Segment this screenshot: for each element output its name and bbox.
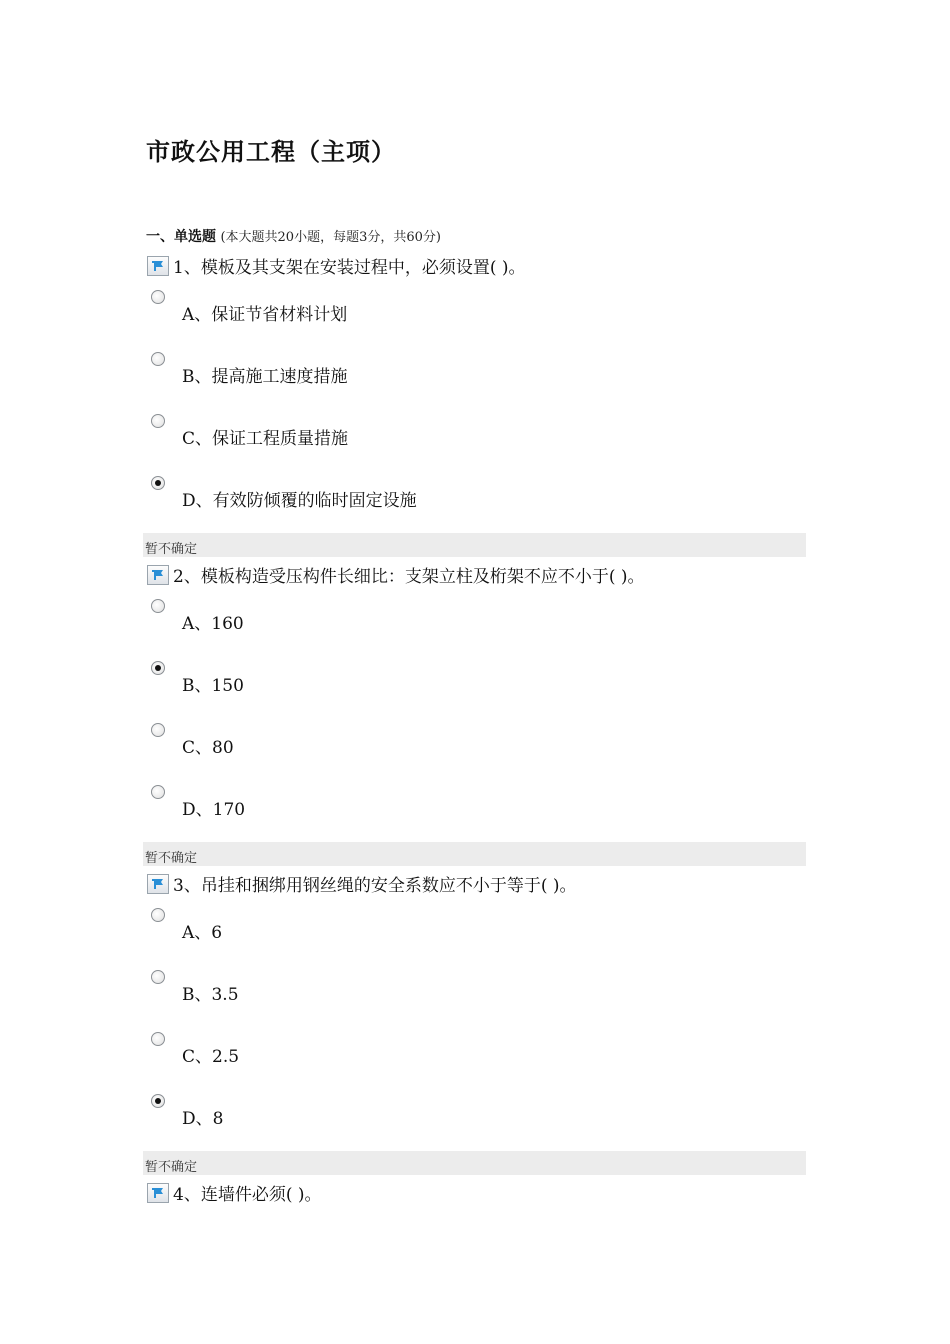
radio-button[interactable] bbox=[151, 599, 165, 613]
section-description: (本大题共20小题，每题3分，共60分) bbox=[220, 230, 441, 245]
question-text: 3、吊挂和捆绑用钢丝绳的安全系数应不小于等于( )。 bbox=[173, 876, 577, 896]
option-a[interactable] bbox=[147, 282, 807, 344]
radio-button-selected[interactable] bbox=[151, 661, 165, 675]
question-2 bbox=[147, 565, 807, 839]
flag-icon[interactable] bbox=[147, 874, 169, 894]
page-title: 市政公用工程（主项） bbox=[146, 138, 396, 166]
radio-button[interactable] bbox=[151, 414, 165, 428]
option-label: A、保证节省材料计划 bbox=[182, 305, 348, 325]
option-label: A、6 bbox=[182, 923, 223, 943]
unsure-toggle[interactable] bbox=[143, 533, 806, 557]
unsure-toggle[interactable] bbox=[143, 1151, 806, 1175]
unsure-toggle[interactable] bbox=[143, 842, 806, 866]
option-b[interactable] bbox=[147, 962, 807, 1024]
unsure-label: 暂不确定 bbox=[145, 542, 198, 557]
radio-button[interactable] bbox=[151, 908, 165, 922]
option-a[interactable] bbox=[147, 900, 807, 962]
unsure-label: 暂不确定 bbox=[145, 1160, 198, 1175]
option-label: D、有效防倾覆的临时固定设施 bbox=[182, 491, 417, 511]
option-d[interactable] bbox=[147, 468, 807, 530]
radio-button[interactable] bbox=[151, 723, 165, 737]
radio-button[interactable] bbox=[151, 290, 165, 304]
question-1 bbox=[147, 256, 807, 530]
option-label: C、80 bbox=[182, 738, 234, 758]
radio-button[interactable] bbox=[151, 970, 165, 984]
unsure-label: 暂不确定 bbox=[145, 851, 198, 866]
question-text: 2、模板构造受压构件长细比：支架立柱及桁架不应不小于( )。 bbox=[173, 567, 645, 587]
option-c[interactable] bbox=[147, 406, 807, 468]
option-a[interactable] bbox=[147, 591, 807, 653]
option-c[interactable] bbox=[147, 715, 807, 777]
radio-button-selected[interactable] bbox=[151, 476, 165, 490]
option-c[interactable] bbox=[147, 1024, 807, 1086]
flag-icon[interactable] bbox=[147, 256, 169, 276]
flag-icon[interactable] bbox=[147, 1183, 169, 1203]
option-d[interactable] bbox=[147, 1086, 807, 1148]
question-3 bbox=[147, 874, 807, 1148]
question-4 bbox=[147, 1183, 807, 1209]
question-text: 1、模板及其支架在安装过程中，必须设置( )。 bbox=[173, 258, 526, 278]
option-label: C、2.5 bbox=[182, 1047, 240, 1067]
option-label: B、3.5 bbox=[182, 985, 239, 1005]
option-b[interactable] bbox=[147, 653, 807, 715]
radio-button[interactable] bbox=[151, 1032, 165, 1046]
option-d[interactable] bbox=[147, 777, 807, 839]
option-label: B、150 bbox=[182, 676, 244, 696]
radio-button-selected[interactable] bbox=[151, 1094, 165, 1108]
radio-button[interactable] bbox=[151, 352, 165, 366]
radio-button[interactable] bbox=[151, 785, 165, 799]
section-title: 一、单选题 bbox=[146, 229, 216, 245]
option-label: C、保证工程质量措施 bbox=[182, 429, 349, 449]
option-label: A、160 bbox=[182, 614, 244, 634]
option-b[interactable] bbox=[147, 344, 807, 406]
option-label: B、提高施工速度措施 bbox=[182, 367, 348, 387]
option-label: D、170 bbox=[182, 800, 246, 820]
flag-icon[interactable] bbox=[147, 565, 169, 585]
section-header bbox=[146, 227, 441, 248]
question-text: 4、连墙件必须( )。 bbox=[173, 1185, 322, 1205]
option-label: D、8 bbox=[182, 1109, 224, 1129]
